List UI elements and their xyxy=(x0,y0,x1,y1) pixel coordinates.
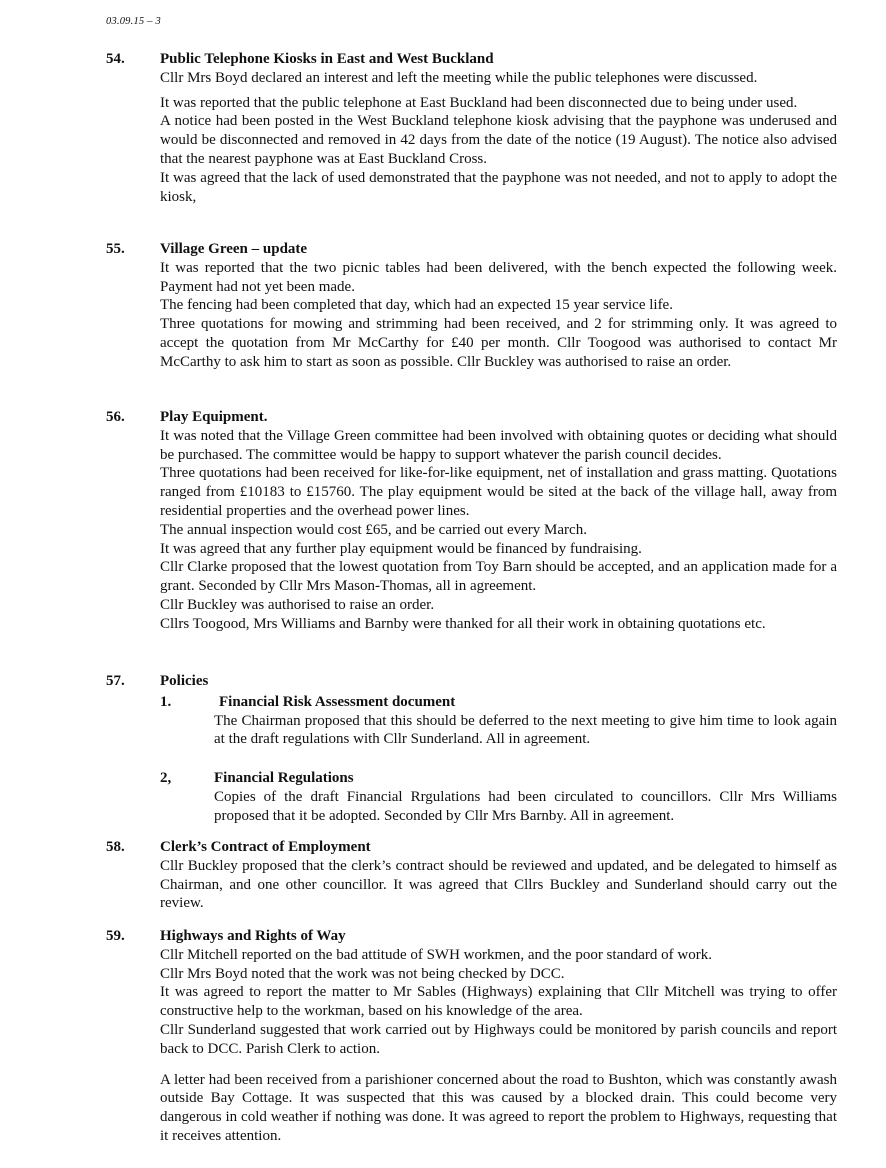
item-body xyxy=(160,408,837,634)
item-paragraph: Three quotations for mowing and strimming had been received, and 2 for strimming only. It was agreed to accept the quotation from Mr McCarthy for £40 per month. Cllr Toogood was authorised to contact Mr McCarthy to ask him to start as soon as possible. Cllr Buckley was authorised to raise an order. xyxy=(160,316,837,370)
subitem-text: Copies of the draft Financial Rrgulations had been circulated to councillors. Cllr Mrs Williams proposed that it be adopted. Seconded by Cllr Mrs Barnby. All in agreement. xyxy=(214,788,837,824)
item-heading: Highways and Rights of Way xyxy=(160,928,346,944)
item-paragraph: It was agreed that any further play equipment would be financed by fundraising. xyxy=(160,540,642,557)
item-body xyxy=(160,50,837,206)
item-paragraph: A letter had been received from a parishioner concerned about the road to Bushton, which was constantly awash outside Bay Cottage. It was suspected that this was caused by a blocked drain. This could become very dangerous in cold weather if nothing was done. It was agreed to report the problem to Highways, requesting that it receives attention. xyxy=(160,1071,837,1144)
item-number: 59. xyxy=(106,928,125,944)
item-paragraph: It was reported that the two picnic tables had been delivered, with the bench expected the following week. Payment had not yet been made. xyxy=(160,259,837,295)
item-body xyxy=(160,672,837,826)
subitem-number: 2, xyxy=(160,770,172,787)
subitem-title: Financial Risk Assessment document xyxy=(219,693,456,710)
policy-subitem-1 xyxy=(160,693,837,749)
item-paragraph: It was agreed that the lack of used demonstrated that the payphone was not needed, and not to apply to adopt the kiosk, xyxy=(160,169,837,205)
item-paragraph: Cllr Mitchell reported on the bad attitude of SWH workmen, and the poor standard of work. xyxy=(160,946,712,963)
policy-subitem-2 xyxy=(160,769,837,825)
item-paragraph: Cllr Sunderland suggested that work carried out by Highways could be monitored by parish councils and report back to DCC. Parish Clerk to action. xyxy=(160,1021,837,1057)
item-number: 54. xyxy=(106,51,125,67)
item-number: 58. xyxy=(106,839,125,855)
item-number: 56. xyxy=(106,409,125,425)
item-paragraph: The annual inspection would cost £65, and be carried out every March. xyxy=(160,521,587,538)
subitem-body xyxy=(214,769,837,825)
item-body xyxy=(160,927,837,1146)
subitem-number: 1. xyxy=(160,693,172,710)
item-paragraph: A notice had been posted in the West Buckland telephone kiosk advising that the payphone was underused and would be disconnected and removed in 42 days from the date of the notice (19 August). The notice also advised that the nearest payphone was at East Buckland Cross. xyxy=(160,113,837,167)
item-paragraph: Three quotations had been received for like-for-like equipment, net of installation and grass matting. Quotations ranged from £10183 to £15760. The play equipment would be sited at the back of the village hall, away from residential properties and the overhead power lines. xyxy=(160,465,837,519)
item-heading: Clerk’s Contract of Employment xyxy=(160,839,371,855)
item-heading: Play Equipment. xyxy=(160,409,268,425)
item-paragraph: Cllr Buckley was authorised to raise an order. xyxy=(160,596,435,613)
item-number: 57. xyxy=(106,673,125,689)
subitem-body xyxy=(214,693,837,749)
item-paragraph: It was agreed to report the matter to Mr Sables (Highways) explaining that Cllr Mitchell was trying to offer constructive help to the workman, based on his knowledge of the area. xyxy=(160,984,837,1020)
item-paragraph: Cllr Clarke proposed that the lowest quotation from Toy Barn should be accepted, and an application made for a grant. Seconded by Cllr Mrs Mason-Thomas, all in agreement. xyxy=(160,559,837,595)
item-paragraph: Cllrs Toogood, Mrs Williams and Barnby were thanked for all their work in obtaining quotations etc. xyxy=(160,615,766,632)
item-paragraph: It was noted that the Village Green committee had been involved with obtaining quotes or deciding what should be purchased. The committee would be happy to support whatever the parish council decides. xyxy=(160,427,837,463)
item-heading: Policies xyxy=(160,673,209,689)
item-paragraph: Cllr Mrs Boyd noted that the work was not being checked by DCC. xyxy=(160,965,565,982)
item-body xyxy=(160,838,837,913)
item-heading: Village Green – update xyxy=(160,241,308,257)
item-paragraph: It was reported that the public telephone at East Buckland had been disconnected due to being under used. xyxy=(160,94,798,111)
item-paragraph: Cllr Buckley proposed that the clerk’s contract should be reviewed and updated, and be delegated to himself as Chairman, and one other councillor. It was agreed that Cllrs Buckley and Sunderland should carry out the review. xyxy=(160,857,837,912)
subitem-title: Financial Regulations xyxy=(214,770,354,787)
item-paragraph: The fencing had been completed that day, which had an expected 15 year service life. xyxy=(160,297,673,314)
item-body xyxy=(160,240,837,372)
item-paragraph: Cllr Mrs Boyd declared an interest and left the meeting while the public telephones were discussed. xyxy=(160,69,758,86)
item-number: 55. xyxy=(106,241,125,257)
subitem-text: The Chairman proposed that this should be deferred to the next meeting to give him time to look again at the draft regulations with Cllr Sunderland. All in agreement. xyxy=(214,712,837,748)
page-reference: 03.09.15 – 3 xyxy=(106,16,161,27)
item-heading: Public Telephone Kiosks in East and West Buckland xyxy=(160,51,494,67)
